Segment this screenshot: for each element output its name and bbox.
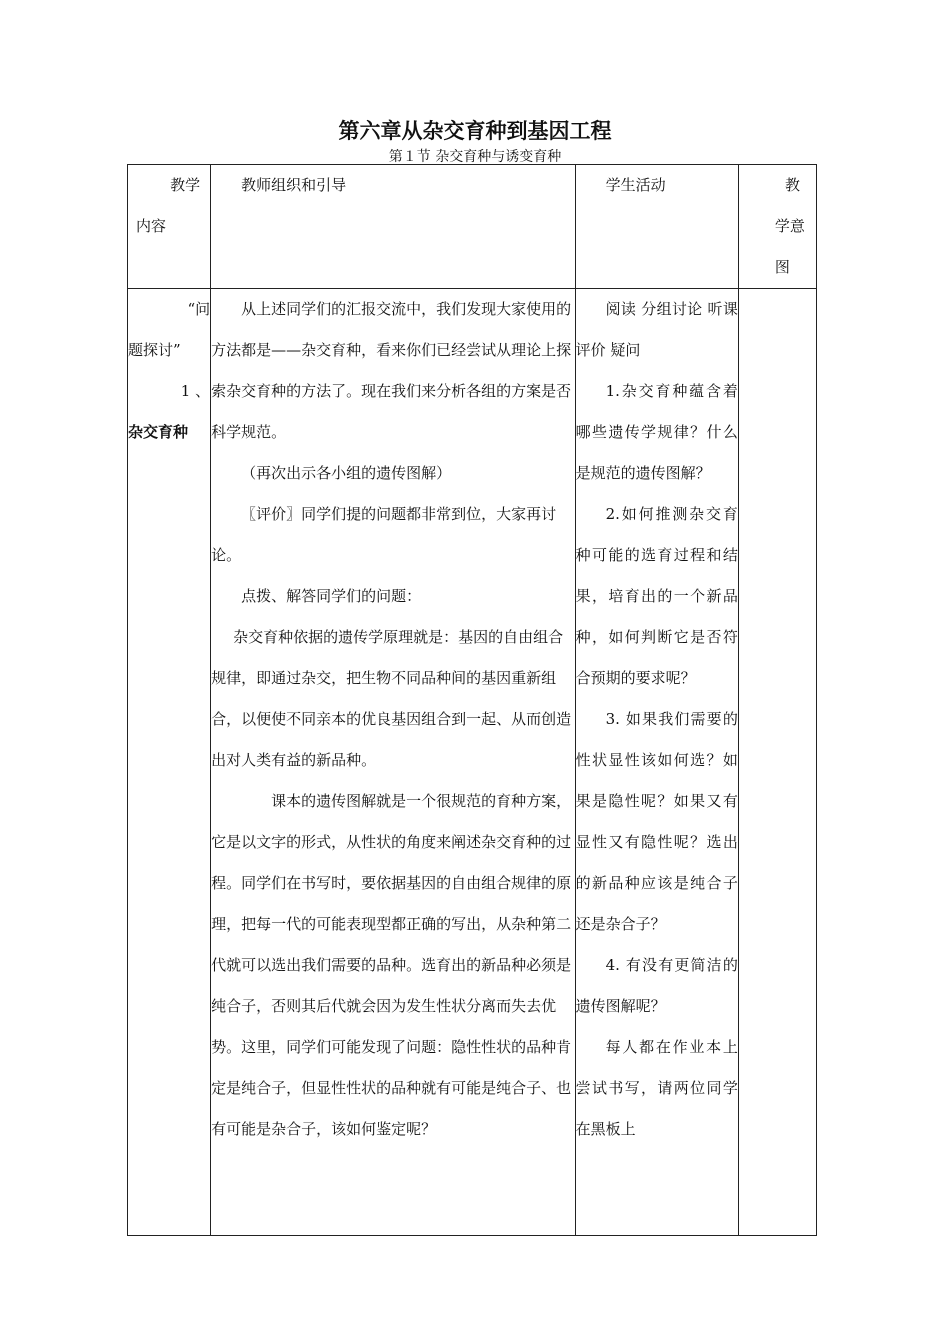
header-col4-line2: 学意图 (774, 217, 805, 276)
guidance-paragraph-5: 杂交育种依据的遗传学原理就是：基因的自由组合规律，即通过杂交，把生物不同品种间的基因重新组合，以便使不同亲本的优良基因组合到一起、从而创造出对人类有益的新品种。 (211, 628, 572, 769)
guidance-paragraph-3: 〖评价〗同学们提的问题都非常到位，大家再讨论。 (211, 505, 557, 564)
header-col3-label: 学生活动 (605, 176, 666, 194)
teaching-intent-cell (738, 289, 816, 1236)
activity-paragraph-4: 3. 如果我们需要的性状显性该如何选？如果是隐性呢？如果又有显性又有隐性呢？选出的新品种应该是纯合子还是杂合子？ (575, 710, 738, 933)
header-teaching-content (128, 165, 211, 289)
lesson-plan-table (127, 164, 817, 1236)
activity-paragraph-5: 4. 有没有更简洁的遗传图解呢？ (575, 956, 738, 1015)
header-col2-label: 教师组织和引导 (241, 176, 347, 194)
guidance-paragraph-2: （再次出示各小组的遗传图解） (241, 464, 452, 482)
activity-paragraph-2: 1.杂交育种蕴含着哪些遗传学规律？什么是规范的遗传图解？ (575, 382, 738, 482)
header-teaching-intent (738, 165, 816, 289)
topic-line-1: “问 (187, 300, 211, 318)
header-col1-line1: 教学 (170, 176, 201, 194)
guidance-paragraph-6: 课本的遗传图解就是一个很规范的育种方案，它是以文字的形式，从性状的角度来阐述杂交育种的过程。同学们在书写时，要依据基因的自由组合规律的原理，把每一代的可能表现型都正确的写出，从杂种第二代就可以选出我们需要的品种。选育出的新品种必须是纯合子，否则其后代就会因为发生性状分离而失去优势。这里，同学们可能发现了问题：隐性性状的品种肯定是纯合子，但显性性状的品种就有可能是纯合子、也有可能是杂合子，该如何鉴定呢？ (211, 792, 572, 1138)
header-col4-line1: 教 (784, 176, 800, 194)
guidance-paragraph-1: 从上述同学们的汇报交流中，我们发现大家使用的方法都是——杂交育种，看来你们已经尝试从理论上探索杂交育种的方法了。现在我们来分析各组的方案是否科学规范。 (211, 300, 572, 441)
document-title: 第六章从杂交育种到基因工程 (338, 119, 612, 143)
topic-line-2: 题探讨” (128, 341, 181, 359)
header-teacher-guidance (211, 165, 576, 289)
table-body-row (128, 289, 817, 1236)
topic-line-4: 杂交育种 (128, 423, 189, 441)
topic-line-3: 1 、 (180, 382, 211, 400)
student-activity-cell (575, 289, 738, 1236)
teacher-guidance-cell (211, 289, 576, 1236)
table-header-row (128, 165, 817, 289)
header-student-activity (575, 165, 738, 289)
activity-paragraph-1: 阅读 分组讨论 听课评价 疑问 (575, 300, 738, 359)
document-subtitle: 第１节 杂交育种与诱变育种 (388, 149, 562, 165)
guidance-paragraph-4: 点拨、解答同学们的问题： (241, 587, 422, 605)
activity-paragraph-6: 每人都在作业本上尝试书写，请两位同学在黑板上 (575, 1038, 738, 1138)
content-topic-cell (128, 289, 211, 1236)
header-col1-line2: 内容 (136, 217, 167, 235)
activity-paragraph-3: 2.如何推测杂交育种可能的选育过程和结果，培育出的一个新品种，如何判断它是否符合预期的要求呢？ (575, 505, 738, 687)
